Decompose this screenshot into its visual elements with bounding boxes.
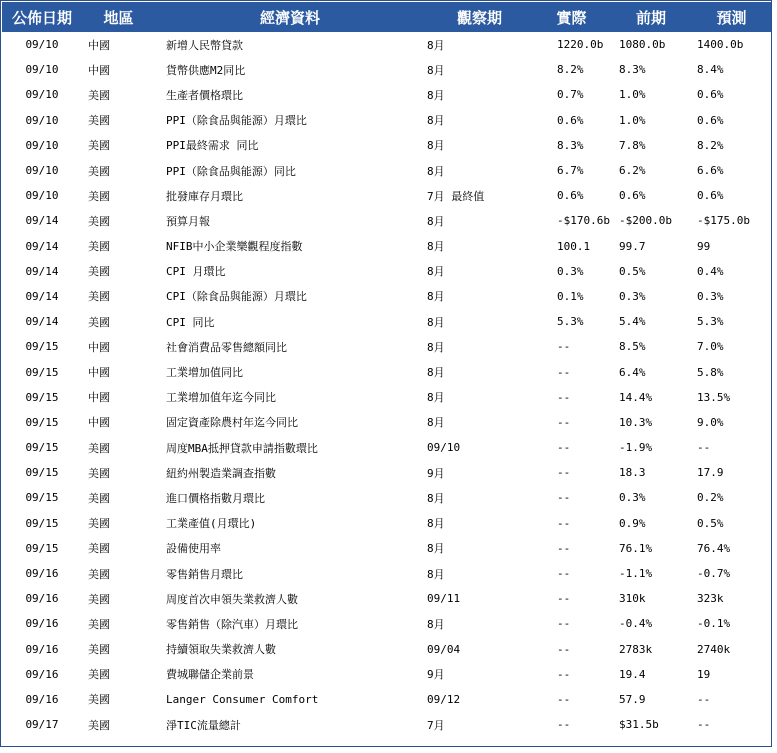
table-row <box>2 208 771 233</box>
cell-date: 09/15 <box>25 516 59 530</box>
cell-forecast: 0.4% <box>697 264 724 278</box>
cell-date: 09/10 <box>25 88 59 102</box>
cell-previous: 0.5% <box>619 264 646 278</box>
table-row <box>2 435 771 460</box>
cell-date: 09/10 <box>25 63 59 77</box>
cell-date: 09/15 <box>25 491 59 505</box>
cell-forecast: -- <box>697 441 711 455</box>
cell-previous: 1080.0b <box>619 38 666 52</box>
cell-forecast: 1400.0b <box>697 38 744 52</box>
cell-period: 09/12 <box>427 692 461 706</box>
cell-indicator: 周度MBA抵押貸款申請指數環比 <box>166 441 318 455</box>
cell-indicator: 持續領取失業救濟人數 <box>166 643 276 657</box>
cell-date: 09/10 <box>25 164 59 178</box>
cell-forecast: 0.5% <box>697 516 724 530</box>
cell-forecast: 0.3% <box>697 289 724 303</box>
header-indicator: 經濟資料 <box>259 8 320 27</box>
cell-date: 09/10 <box>25 38 59 52</box>
cell-previous: 6.4% <box>619 365 646 379</box>
cell-region: 中國 <box>88 340 110 354</box>
cell-actual: -- <box>557 667 571 681</box>
cell-previous: 5.4% <box>619 315 646 329</box>
cell-actual: 0.3% <box>557 264 584 278</box>
cell-region: 美國 <box>88 542 110 556</box>
cell-date: 09/10 <box>25 138 59 152</box>
cell-date: 09/16 <box>25 617 59 631</box>
cell-actual: 0.6% <box>557 189 584 203</box>
cell-period: 8月 <box>427 391 445 405</box>
cell-forecast: 5.3% <box>697 315 724 329</box>
cell-indicator: 工業增加值同比 <box>166 366 243 380</box>
cell-forecast: 0.6% <box>697 88 724 102</box>
cell-forecast: 5.8% <box>697 365 724 379</box>
cell-indicator: CPI 月環比 <box>166 265 226 279</box>
cell-indicator: 工業產值(月環比) <box>166 517 257 531</box>
cell-previous: 10.3% <box>619 415 653 429</box>
cell-region: 美國 <box>88 567 110 581</box>
table-row <box>2 662 771 687</box>
cell-date: 09/10 <box>25 189 59 203</box>
header-forecast: 預測 <box>716 8 747 27</box>
cell-indicator: CPI 同比 <box>166 315 215 329</box>
cell-date: 09/16 <box>25 567 59 581</box>
cell-previous: 18.3 <box>619 466 646 480</box>
header-date: 公佈日期 <box>11 8 72 27</box>
table-row <box>2 284 771 309</box>
table-row <box>2 561 771 586</box>
cell-indicator: 批發庫存月環比 <box>166 189 243 203</box>
cell-period: 8月 <box>427 491 445 505</box>
table-header <box>2 2 771 32</box>
cell-indicator: 費城聯儲企業前景 <box>166 668 254 682</box>
cell-indicator: 貨幣供應M2同比 <box>166 63 246 77</box>
cell-period: 8月 <box>427 88 445 102</box>
economic-calendar-table <box>2 2 771 737</box>
cell-period: 09/10 <box>427 441 461 455</box>
table-row <box>2 108 771 133</box>
cell-period: 8月 <box>427 38 445 52</box>
table-row <box>2 712 771 737</box>
cell-date: 09/14 <box>25 264 59 278</box>
cell-previous: 0.6% <box>619 189 646 203</box>
cell-date: 09/16 <box>25 592 59 606</box>
cell-region: 美國 <box>88 88 110 102</box>
cell-date: 09/15 <box>25 415 59 429</box>
header-actual: 實際 <box>556 8 587 27</box>
cell-indicator: PPI最終需求 同比 <box>166 139 259 153</box>
cell-actual: 0.7% <box>557 88 584 102</box>
cell-actual: 8.2% <box>557 63 584 77</box>
cell-period: 8月 <box>427 517 445 531</box>
table-row <box>2 385 771 410</box>
cell-region: 美國 <box>88 441 110 455</box>
cell-period: 8月 <box>427 416 445 430</box>
table-row <box>2 359 771 384</box>
cell-previous: 310k <box>619 592 646 606</box>
cell-actual: 1220.0b <box>557 38 604 52</box>
cell-date: 09/16 <box>25 642 59 656</box>
cell-actual: -- <box>557 642 571 656</box>
cell-indicator: 預算月報 <box>166 214 210 228</box>
cell-region: 美國 <box>88 164 110 178</box>
table-row <box>2 611 771 636</box>
cell-forecast: -- <box>697 718 711 732</box>
cell-forecast: 99 <box>697 239 711 253</box>
cell-region: 中國 <box>88 416 110 430</box>
cell-actual: -- <box>557 592 571 606</box>
cell-date: 09/14 <box>25 239 59 253</box>
cell-forecast: 76.4% <box>697 541 731 555</box>
cell-period: 8月 <box>427 315 445 329</box>
cell-actual: 8.3% <box>557 138 584 152</box>
cell-actual: -- <box>557 365 571 379</box>
header-previous: 前期 <box>635 8 666 27</box>
cell-region: 中國 <box>88 38 110 52</box>
cell-forecast: 2740k <box>697 642 731 656</box>
cell-forecast: 7.0% <box>697 340 724 354</box>
cell-period: 8月 <box>427 290 445 304</box>
cell-actual: 6.7% <box>557 164 584 178</box>
table-body <box>2 32 771 737</box>
table-row <box>2 334 771 359</box>
table-row <box>2 536 771 561</box>
cell-actual: -- <box>557 617 571 631</box>
table-row <box>2 637 771 662</box>
cell-indicator: 設備使用率 <box>166 542 221 556</box>
cell-period: 09/11 <box>427 592 461 606</box>
table-row <box>2 158 771 183</box>
cell-date: 09/15 <box>25 441 59 455</box>
table-row <box>2 485 771 510</box>
cell-region: 美國 <box>88 491 110 505</box>
table-row <box>2 32 771 57</box>
cell-region: 美國 <box>88 265 110 279</box>
cell-period: 7月 <box>427 718 445 732</box>
cell-region: 美國 <box>88 668 110 682</box>
cell-indicator: PPI（除食品與能源）月環比 <box>166 114 307 128</box>
cell-previous: 0.3% <box>619 289 646 303</box>
cell-region: 美國 <box>88 290 110 304</box>
cell-previous: $31.5b <box>619 718 659 732</box>
cell-previous: 57.9 <box>619 692 646 706</box>
cell-region: 美國 <box>88 240 110 254</box>
cell-indicator: Langer Consumer Comfort <box>166 692 319 706</box>
cell-date: 09/14 <box>25 289 59 303</box>
cell-region: 美國 <box>88 592 110 606</box>
cell-region: 中國 <box>88 63 110 77</box>
cell-date: 09/16 <box>25 692 59 706</box>
cell-date: 09/17 <box>25 718 59 732</box>
cell-region: 美國 <box>88 643 110 657</box>
cell-region: 中國 <box>88 366 110 380</box>
table-row <box>2 460 771 485</box>
cell-indicator: 周度首次申領失業救濟人數 <box>166 592 298 606</box>
table-row <box>2 410 771 435</box>
cell-actual: -- <box>557 718 571 732</box>
cell-previous: 14.4% <box>619 390 653 404</box>
cell-actual: -- <box>557 390 571 404</box>
cell-indicator: 零售銷售月環比 <box>166 567 243 581</box>
cell-previous: -1.1% <box>619 567 653 581</box>
cell-forecast: -$175.0b <box>697 214 750 228</box>
cell-date: 09/15 <box>25 541 59 555</box>
header-period: 觀察期 <box>457 8 503 27</box>
cell-forecast: -0.1% <box>697 617 731 631</box>
cell-actual: -- <box>557 491 571 505</box>
cell-indicator: 零售銷售（除汽車）月環比 <box>166 617 298 631</box>
cell-indicator: PPI（除食品與能源）同比 <box>166 164 296 178</box>
cell-previous: 2783k <box>619 642 653 656</box>
cell-period: 8月 <box>427 164 445 178</box>
cell-period: 8月 <box>427 240 445 254</box>
cell-date: 09/15 <box>25 365 59 379</box>
cell-forecast: 9.0% <box>697 415 724 429</box>
cell-actual: -- <box>557 516 571 530</box>
cell-region: 美國 <box>88 214 110 228</box>
cell-forecast: 6.6% <box>697 164 724 178</box>
cell-indicator: 紐約州製造業調查指數 <box>166 466 276 480</box>
header-row <box>2 2 771 32</box>
cell-period: 8月 <box>427 214 445 228</box>
cell-region: 美國 <box>88 517 110 531</box>
cell-previous: 76.1% <box>619 541 653 555</box>
cell-region: 美國 <box>88 693 110 707</box>
cell-period: 8月 <box>427 139 445 153</box>
table-row <box>2 183 771 208</box>
header-region: 地區 <box>103 8 134 27</box>
cell-period: 7月 最終值 <box>427 189 485 203</box>
cell-period: 8月 <box>427 114 445 128</box>
cell-actual: -- <box>557 567 571 581</box>
cell-actual: -$170.6b <box>557 214 610 228</box>
cell-indicator: NFIB中小企業樂觀程度指數 <box>166 240 303 254</box>
cell-region: 美國 <box>88 315 110 329</box>
cell-previous: 1.0% <box>619 88 646 102</box>
cell-previous: -1.9% <box>619 441 653 455</box>
cell-date: 09/15 <box>25 466 59 480</box>
cell-forecast: -- <box>697 692 711 706</box>
cell-actual: -- <box>557 692 571 706</box>
cell-region: 美國 <box>88 617 110 631</box>
cell-actual: -- <box>557 340 571 354</box>
cell-previous: 8.3% <box>619 63 646 77</box>
cell-period: 8月 <box>427 542 445 556</box>
cell-date: 09/14 <box>25 214 59 228</box>
cell-indicator: 固定資產除農村年迄今同比 <box>166 416 298 430</box>
cell-actual: 0.1% <box>557 289 584 303</box>
cell-period: 9月 <box>427 466 445 480</box>
table-row <box>2 511 771 536</box>
cell-actual: -- <box>557 541 571 555</box>
cell-forecast: -0.7% <box>697 567 731 581</box>
cell-previous: 8.5% <box>619 340 646 354</box>
cell-region: 美國 <box>88 718 110 732</box>
cell-indicator: 進口價格指數月環比 <box>166 491 265 505</box>
cell-actual: -- <box>557 466 571 480</box>
cell-period: 9月 <box>427 668 445 682</box>
cell-previous: 6.2% <box>619 164 646 178</box>
cell-actual: -- <box>557 441 571 455</box>
table-row <box>2 82 771 107</box>
cell-forecast: 19 <box>697 667 711 681</box>
cell-period: 8月 <box>427 63 445 77</box>
cell-region: 美國 <box>88 466 110 480</box>
cell-previous: -0.4% <box>619 617 653 631</box>
cell-date: 09/15 <box>25 340 59 354</box>
cell-actual: 0.6% <box>557 113 584 127</box>
cell-forecast: 0.6% <box>697 189 724 203</box>
table-row <box>2 133 771 158</box>
cell-region: 美國 <box>88 189 110 203</box>
cell-previous: 19.4 <box>619 667 646 681</box>
cell-indicator: CPI（除食品與能源）月環比 <box>166 290 307 304</box>
cell-period: 8月 <box>427 265 445 279</box>
cell-forecast: 0.2% <box>697 491 724 505</box>
cell-indicator: 新增人民幣貸款 <box>166 38 243 52</box>
cell-actual: 100.1 <box>557 239 591 253</box>
cell-forecast: 323k <box>697 592 724 606</box>
table-row <box>2 259 771 284</box>
cell-previous: 1.0% <box>619 113 646 127</box>
cell-indicator: 工業增加值年迄今同比 <box>166 391 276 405</box>
cell-period: 8月 <box>427 567 445 581</box>
cell-actual: -- <box>557 415 571 429</box>
table-row <box>2 234 771 259</box>
cell-indicator: 社會消費品零售總額同比 <box>166 340 287 354</box>
cell-indicator: 生產者價格環比 <box>166 88 243 102</box>
table-row <box>2 687 771 712</box>
cell-previous: 0.3% <box>619 491 646 505</box>
cell-actual: 5.3% <box>557 315 584 329</box>
cell-forecast: 8.4% <box>697 63 724 77</box>
table-row <box>2 57 771 82</box>
cell-region: 美國 <box>88 114 110 128</box>
cell-region: 美國 <box>88 139 110 153</box>
cell-previous: 7.8% <box>619 138 646 152</box>
cell-forecast: 0.6% <box>697 113 724 127</box>
table-row <box>2 586 771 611</box>
cell-date: 09/15 <box>25 390 59 404</box>
cell-period: 09/04 <box>427 642 461 656</box>
cell-previous: 0.9% <box>619 516 646 530</box>
cell-date: 09/16 <box>25 667 59 681</box>
cell-date: 09/14 <box>25 315 59 329</box>
cell-period: 8月 <box>427 617 445 631</box>
cell-period: 8月 <box>427 340 445 354</box>
cell-region: 中國 <box>88 391 110 405</box>
cell-previous: -$200.0b <box>619 214 672 228</box>
cell-forecast: 17.9 <box>697 466 724 480</box>
cell-forecast: 13.5% <box>697 390 731 404</box>
table-row <box>2 309 771 334</box>
cell-period: 8月 <box>427 366 445 380</box>
cell-indicator: 淨TIC流量總計 <box>166 718 241 732</box>
cell-previous: 99.7 <box>619 239 646 253</box>
cell-date: 09/10 <box>25 113 59 127</box>
cell-forecast: 8.2% <box>697 138 724 152</box>
